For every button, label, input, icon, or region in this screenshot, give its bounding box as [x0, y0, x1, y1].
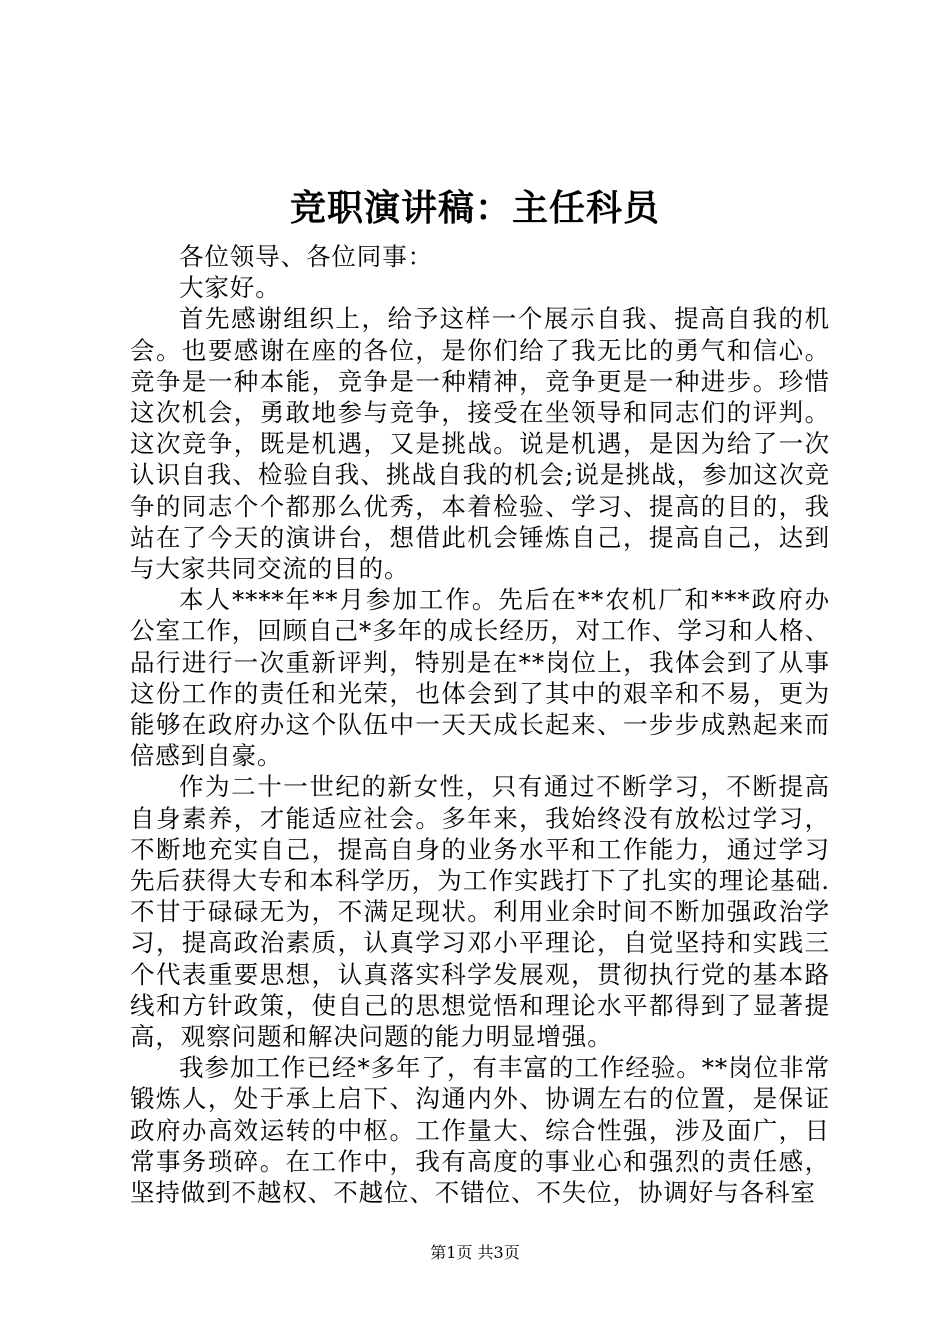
- paragraph-thanks: 首先感谢组织上，给予这样一个展示自我、提高自我的机会。也要感谢在座的各位，是你们给了我无比的勇气和信心。竞争是一种本能，竞争是一种精神，竞争更是一种进步。珍惜这次机会，勇敢地参与竞争，接受在坐领导和同志们的评判。这次竞争，既是机遇，又是挑战。说是机遇，是因为给了一次认识自我、检验自我、挑战自我的机会;说是挑战，参加这次竞争的同志个个都那么优秀，本着检验、学习、提高的目的，我站在了今天的演讲台，想借此机会锤炼自己，提高自己，达到与大家共同交流的目的。: [130, 304, 830, 584]
- document-body: [130, 241, 830, 1208]
- paragraph-background: 本人****年**月参加工作。先后在**农机厂和***政府办公室工作，回顾自己*多年的成长经历，对工作、学习和人格、品行进行一次重新评判，特别是在**岗位上，我体会到了从事这份工作的责任和光荣，也体会到了其中的艰辛和不易，更为能够在政府办这个队伍中一天天成长起来、一步步成熟起来而倍感到自豪。: [130, 585, 830, 771]
- paragraph-learning: 作为二十一世纪的新女性，只有通过不断学习，不断提高自身素养，才能适应社会。多年来，我始终没有放松过学习，不断地充实自己，提高自身的业务水平和工作能力，通过学习先后获得大专和本科学历，为工作实践打下了扎实的理论基础.不甘于碌碌无为，不满足现状。利用业余时间不断加强政治学习，提高政治素质，认真学习邓小平理论，自觉坚持和实践三个代表重要思想，认真落实科学发展观，贯彻执行党的基本路线和方针政策，使自己的思想觉悟和理论水平都得到了显著提高，观察问题和解决问题的能力明显增强。: [130, 772, 830, 1052]
- paragraph-experience: 我参加工作已经*多年了，有丰富的工作经验。**岗位非常锻炼人，处于承上启下、沟通内外、协调左右的位置，是保证政府办高效运转的中枢。工作量大、综合性强，涉及面广，日常事务琐碎。在工作中，我有高度的事业心和强烈的责任感，坚持做到不越权、不越位、不错位、不失位，协调好与各科室: [130, 1053, 830, 1208]
- document-title: 竞职演讲稿：主任科员: [289, 187, 660, 229]
- salutation: 各位领导、各位同事：: [179, 242, 433, 271]
- greeting: 大家好。: [179, 273, 281, 303]
- page-footer: 第1页 共3页: [430, 1243, 520, 1262]
